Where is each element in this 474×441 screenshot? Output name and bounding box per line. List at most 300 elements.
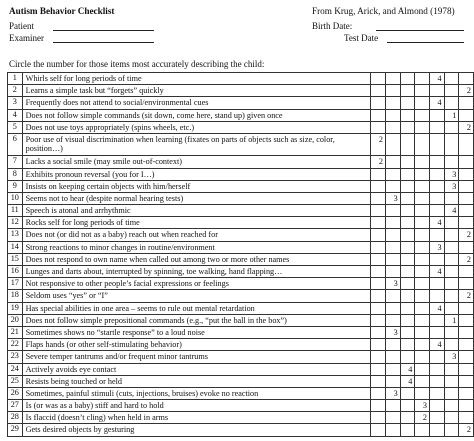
checklist-row: [8, 217, 474, 229]
score-cell[interactable]: [386, 241, 401, 253]
score-cell[interactable]: [429, 424, 444, 436]
score-cell[interactable]: [371, 400, 386, 412]
score-cell[interactable]: [386, 375, 401, 387]
score-cell[interactable]: [459, 109, 474, 121]
score-cell[interactable]: 3: [444, 180, 459, 192]
score-cell[interactable]: [371, 326, 386, 338]
checklist-row: [8, 192, 474, 204]
checklist-row: [8, 302, 474, 314]
item-number: 18: [8, 290, 23, 302]
score-cell[interactable]: [386, 253, 401, 265]
checklist-row: [8, 241, 474, 253]
score-cell[interactable]: [415, 168, 430, 180]
score-cell[interactable]: [400, 314, 415, 326]
score-cell[interactable]: [386, 180, 401, 192]
examiner-label: Examiner: [9, 33, 44, 43]
score-cell[interactable]: [371, 266, 386, 278]
score-cell[interactable]: [429, 180, 444, 192]
score-cell[interactable]: [415, 121, 430, 133]
item-text: Flaps hands (or other self-stimulating behavior): [22, 339, 371, 351]
score-cell[interactable]: [444, 339, 459, 351]
item-text: Whirls self for long periods of time: [22, 73, 371, 85]
document-title: Autism Behavior Checklist: [9, 6, 115, 16]
score-cell[interactable]: [386, 290, 401, 302]
checklist-row: [8, 229, 474, 241]
item-number: 19: [8, 302, 23, 314]
item-text: Is flaccid (doesn’t cling) when held in arms: [22, 412, 371, 424]
checklist-row: [8, 180, 474, 192]
score-cell[interactable]: [429, 387, 444, 399]
score-cell[interactable]: [415, 290, 430, 302]
item-text: Seems not to hear (despite normal hearing tests): [22, 192, 371, 204]
item-text: Speech is atonal and arrhythmic: [22, 205, 371, 217]
score-cell[interactable]: [400, 326, 415, 338]
item-text: Lunges and darts about, interrupted by spinning, toe walking, hand flapping…: [22, 266, 371, 278]
checklist-row: [8, 97, 474, 109]
score-cell[interactable]: [444, 278, 459, 290]
checklist-row: [8, 314, 474, 326]
score-cell[interactable]: [429, 192, 444, 204]
score-cell[interactable]: 4: [400, 375, 415, 387]
item-number: 3: [8, 97, 23, 109]
examiner-line: [53, 42, 154, 43]
score-cell[interactable]: [429, 229, 444, 241]
score-cell[interactable]: [415, 241, 430, 253]
score-cell[interactable]: [415, 424, 430, 436]
patient-field: [9, 21, 154, 32]
score-cell[interactable]: [386, 133, 401, 155]
score-cell[interactable]: 3: [386, 278, 401, 290]
score-cell[interactable]: [444, 412, 459, 424]
item-number: 7: [8, 156, 23, 168]
score-cell[interactable]: [444, 253, 459, 265]
score-cell[interactable]: [459, 133, 474, 155]
checklist-row: [8, 109, 474, 121]
item-text: Learns a simple task but “forgets” quickly: [22, 85, 371, 97]
score-cell[interactable]: [400, 121, 415, 133]
score-cell[interactable]: [415, 217, 430, 229]
score-cell[interactable]: [459, 156, 474, 168]
score-cell[interactable]: [444, 302, 459, 314]
score-cell[interactable]: [415, 109, 430, 121]
score-cell[interactable]: [429, 290, 444, 302]
score-cell[interactable]: 4: [444, 205, 459, 217]
score-cell[interactable]: [371, 121, 386, 133]
score-cell[interactable]: [386, 85, 401, 97]
score-cell[interactable]: [371, 73, 386, 85]
score-cell[interactable]: 3: [386, 387, 401, 399]
item-text: Does not follow simple prepositional commands (e.g., “put the ball in the box”): [22, 314, 371, 326]
score-cell[interactable]: [429, 375, 444, 387]
score-cell[interactable]: [400, 424, 415, 436]
score-cell[interactable]: 2: [459, 424, 474, 436]
score-cell[interactable]: [371, 192, 386, 204]
score-cell[interactable]: [429, 168, 444, 180]
score-cell[interactable]: [400, 156, 415, 168]
checklist-row: [8, 351, 474, 363]
checklist-row: [8, 73, 474, 85]
score-cell[interactable]: [415, 351, 430, 363]
score-cell[interactable]: [400, 133, 415, 155]
score-cell[interactable]: [415, 180, 430, 192]
score-cell[interactable]: [386, 400, 401, 412]
score-cell[interactable]: 3: [386, 326, 401, 338]
score-cell[interactable]: 2: [371, 156, 386, 168]
score-cell[interactable]: [415, 302, 430, 314]
score-cell[interactable]: [400, 302, 415, 314]
score-cell[interactable]: [444, 375, 459, 387]
score-cell[interactable]: [386, 266, 401, 278]
score-cell[interactable]: [371, 424, 386, 436]
item-number: 11: [8, 205, 23, 217]
patient-label: Patient: [9, 21, 34, 31]
score-cell[interactable]: [444, 73, 459, 85]
score-cell[interactable]: [400, 412, 415, 424]
score-cell[interactable]: [400, 241, 415, 253]
score-cell[interactable]: [415, 97, 430, 109]
item-number: 26: [8, 387, 23, 399]
score-cell[interactable]: [400, 97, 415, 109]
score-cell[interactable]: 4: [429, 302, 444, 314]
checklist-row: [8, 121, 474, 133]
checklist-row: [8, 253, 474, 265]
item-text: Rocks self for long periods of time: [22, 217, 371, 229]
score-cell[interactable]: [386, 121, 401, 133]
score-cell[interactable]: [371, 302, 386, 314]
score-cell[interactable]: [371, 229, 386, 241]
score-cell[interactable]: [415, 266, 430, 278]
score-cell[interactable]: [400, 266, 415, 278]
score-cell[interactable]: [415, 205, 430, 217]
item-text: Poor use of visual discrimination when learning (fixates on parts of objects such as size, color, position…): [22, 133, 371, 155]
score-cell[interactable]: [400, 253, 415, 265]
score-cell[interactable]: [429, 156, 444, 168]
score-cell[interactable]: 3: [444, 168, 459, 180]
score-cell[interactable]: [429, 85, 444, 97]
score-cell[interactable]: 1: [444, 109, 459, 121]
item-text: Does not (or did not as a baby) reach out when reached for: [22, 229, 371, 241]
score-cell[interactable]: [400, 400, 415, 412]
item-text: Severe temper tantrums and/or frequent minor tantrums: [22, 351, 371, 363]
score-cell[interactable]: [415, 363, 430, 375]
score-cell[interactable]: [429, 351, 444, 363]
score-cell[interactable]: [429, 253, 444, 265]
score-cell[interactable]: [415, 73, 430, 85]
score-cell[interactable]: [429, 278, 444, 290]
score-cell[interactable]: [444, 192, 459, 204]
checklist-row: [8, 375, 474, 387]
score-cell[interactable]: [386, 339, 401, 351]
score-cell[interactable]: 1: [444, 314, 459, 326]
score-cell[interactable]: [386, 314, 401, 326]
score-cell[interactable]: [429, 314, 444, 326]
checklist-row: [8, 290, 474, 302]
score-cell[interactable]: [444, 326, 459, 338]
score-cell[interactable]: [415, 314, 430, 326]
checklist-row: [8, 266, 474, 278]
score-cell[interactable]: [386, 168, 401, 180]
item-text: Does not respond to own name when called out among two or more other names: [22, 253, 371, 265]
patient-line: [53, 30, 154, 31]
score-cell[interactable]: [371, 241, 386, 253]
item-number: 29: [8, 424, 23, 436]
item-number: 5: [8, 121, 23, 133]
score-cell[interactable]: [444, 133, 459, 155]
score-cell[interactable]: [459, 192, 474, 204]
score-cell[interactable]: [459, 363, 474, 375]
score-cell[interactable]: [400, 351, 415, 363]
score-cell[interactable]: [371, 363, 386, 375]
score-cell[interactable]: [386, 217, 401, 229]
item-number: 21: [8, 326, 23, 338]
score-cell[interactable]: [459, 302, 474, 314]
score-cell[interactable]: [415, 253, 430, 265]
score-cell[interactable]: [444, 400, 459, 412]
score-cell[interactable]: [429, 205, 444, 217]
score-cell[interactable]: [400, 180, 415, 192]
score-cell[interactable]: [459, 266, 474, 278]
score-cell[interactable]: [371, 180, 386, 192]
test-date-label: Test Date: [344, 33, 379, 43]
score-cell[interactable]: [386, 302, 401, 314]
score-cell[interactable]: [429, 363, 444, 375]
score-cell[interactable]: 2: [459, 229, 474, 241]
score-cell[interactable]: [429, 133, 444, 155]
item-number: 25: [8, 375, 23, 387]
score-cell[interactable]: 4: [429, 73, 444, 85]
item-number: 20: [8, 314, 23, 326]
score-cell[interactable]: [444, 97, 459, 109]
score-cell[interactable]: [400, 387, 415, 399]
item-text: Frequently does not attend to social/environmental cues: [22, 97, 371, 109]
item-number: 2: [8, 85, 23, 97]
checklist-row: [8, 85, 474, 97]
checklist-row: [8, 205, 474, 217]
score-cell[interactable]: [444, 290, 459, 302]
item-text: Insists on keeping certain objects with him/herself: [22, 180, 371, 192]
score-cell[interactable]: [444, 121, 459, 133]
item-text: Exhibits pronoun reversal (you for I…): [22, 168, 371, 180]
score-cell[interactable]: [386, 97, 401, 109]
score-cell[interactable]: [429, 326, 444, 338]
score-cell[interactable]: [415, 278, 430, 290]
checklist-row: [8, 326, 474, 338]
item-text: Not responsive to other people’s facial expressions or feelings: [22, 278, 371, 290]
score-cell[interactable]: [444, 229, 459, 241]
item-text: Does not follow simple commands (sit down, come here, stand up) given once: [22, 109, 371, 121]
item-number: 27: [8, 400, 23, 412]
score-cell[interactable]: [459, 314, 474, 326]
score-cell[interactable]: [371, 168, 386, 180]
score-cell[interactable]: [459, 326, 474, 338]
score-cell[interactable]: [444, 424, 459, 436]
score-cell[interactable]: [444, 363, 459, 375]
score-cell[interactable]: [371, 253, 386, 265]
item-number: 1: [8, 73, 23, 85]
score-cell[interactable]: 2: [371, 133, 386, 155]
item-number: 24: [8, 363, 23, 375]
item-text: Does not use toys appropriately (spins wheels, etc.): [22, 121, 371, 133]
test-date-line: [387, 42, 464, 43]
score-cell[interactable]: [386, 351, 401, 363]
item-number: 6: [8, 133, 23, 155]
item-text: Sometimes shows no “startle response” to a loud noise: [22, 326, 371, 338]
score-cell[interactable]: [415, 156, 430, 168]
item-number: 23: [8, 351, 23, 363]
score-cell[interactable]: [459, 205, 474, 217]
score-cell[interactable]: 4: [429, 217, 444, 229]
score-cell[interactable]: 4: [429, 97, 444, 109]
checklist-row: [8, 363, 474, 375]
score-cell[interactable]: [400, 205, 415, 217]
item-number: 17: [8, 278, 23, 290]
score-cell[interactable]: [459, 168, 474, 180]
score-cell[interactable]: [386, 109, 401, 121]
birth-date-field: [312, 21, 467, 32]
score-cell[interactable]: [371, 387, 386, 399]
checklist-row: [8, 133, 474, 155]
score-cell[interactable]: [459, 241, 474, 253]
item-number: 22: [8, 339, 23, 351]
score-cell[interactable]: 2: [415, 412, 430, 424]
score-cell[interactable]: [386, 205, 401, 217]
score-cell[interactable]: [400, 73, 415, 85]
score-cell[interactable]: [371, 290, 386, 302]
score-cell[interactable]: [415, 339, 430, 351]
score-cell[interactable]: 3: [415, 400, 430, 412]
score-cell[interactable]: [371, 412, 386, 424]
score-cell[interactable]: [459, 387, 474, 399]
score-cell[interactable]: [400, 278, 415, 290]
score-cell[interactable]: [459, 400, 474, 412]
score-cell[interactable]: [444, 387, 459, 399]
score-cell[interactable]: [371, 314, 386, 326]
score-cell[interactable]: 3: [444, 351, 459, 363]
score-cell[interactable]: [415, 133, 430, 155]
score-cell[interactable]: [415, 375, 430, 387]
checklist-row: [8, 156, 474, 168]
score-cell[interactable]: [400, 192, 415, 204]
item-number: 28: [8, 412, 23, 424]
score-cell[interactable]: [459, 97, 474, 109]
score-cell[interactable]: [386, 363, 401, 375]
score-cell[interactable]: [371, 375, 386, 387]
score-cell[interactable]: 3: [386, 192, 401, 204]
score-cell[interactable]: 3: [429, 241, 444, 253]
score-cell[interactable]: 4: [429, 266, 444, 278]
score-cell[interactable]: [444, 85, 459, 97]
item-number: 4: [8, 109, 23, 121]
birth-date-line: [376, 30, 464, 31]
score-cell[interactable]: [444, 266, 459, 278]
score-cell[interactable]: [371, 339, 386, 351]
score-cell[interactable]: [371, 351, 386, 363]
score-cell[interactable]: [459, 217, 474, 229]
score-cell[interactable]: [459, 351, 474, 363]
score-cell[interactable]: [386, 229, 401, 241]
checklist-row: [8, 400, 474, 412]
score-cell[interactable]: [459, 73, 474, 85]
score-cell[interactable]: [429, 400, 444, 412]
score-cell[interactable]: [400, 109, 415, 121]
score-cell[interactable]: 2: [459, 290, 474, 302]
score-cell[interactable]: [415, 192, 430, 204]
score-cell[interactable]: [429, 109, 444, 121]
item-number: 12: [8, 217, 23, 229]
score-cell[interactable]: [371, 205, 386, 217]
score-cell[interactable]: [386, 424, 401, 436]
checklist-row: [8, 339, 474, 351]
checklist-row: [8, 424, 474, 436]
score-cell[interactable]: [444, 156, 459, 168]
score-cell[interactable]: 2: [459, 121, 474, 133]
score-cell[interactable]: [429, 412, 444, 424]
item-text: Actively avoids eye contact: [22, 363, 371, 375]
instructions: Circle the number for those items most accurately describing the child:: [9, 59, 265, 69]
source-citation: From Krug, Arick, and Almond (1978): [312, 6, 455, 16]
test-date-field: [312, 33, 467, 44]
checklist-row: [8, 278, 474, 290]
item-text: Lacks a social smile (may smile out-of-context): [22, 156, 371, 168]
item-number: 9: [8, 180, 23, 192]
score-cell[interactable]: [371, 109, 386, 121]
score-cell[interactable]: [429, 121, 444, 133]
score-cell[interactable]: [371, 278, 386, 290]
score-cell[interactable]: [400, 290, 415, 302]
score-cell[interactable]: [400, 229, 415, 241]
score-cell[interactable]: [386, 156, 401, 168]
checklist-row: [8, 387, 474, 399]
score-cell[interactable]: [459, 412, 474, 424]
score-cell[interactable]: [444, 241, 459, 253]
item-number: 13: [8, 229, 23, 241]
score-cell[interactable]: [459, 180, 474, 192]
score-cell[interactable]: [400, 168, 415, 180]
item-text: Is (or was as a baby) stiff and hard to hold: [22, 400, 371, 412]
score-cell[interactable]: 2: [459, 253, 474, 265]
score-cell[interactable]: [415, 229, 430, 241]
score-cell[interactable]: [400, 85, 415, 97]
item-number: 16: [8, 266, 23, 278]
item-number: 8: [8, 168, 23, 180]
score-cell[interactable]: [371, 97, 386, 109]
score-cell[interactable]: [400, 339, 415, 351]
examiner-field: [9, 33, 154, 44]
item-text: Seldom uses “yes” or “I”: [22, 290, 371, 302]
score-cell[interactable]: [386, 73, 401, 85]
checklist-row: [8, 412, 474, 424]
item-text: Has special abilities in one area – seems to rule out mental retardation: [22, 302, 371, 314]
score-cell[interactable]: [371, 217, 386, 229]
score-cell[interactable]: [459, 375, 474, 387]
score-cell[interactable]: 4: [400, 363, 415, 375]
item-text: Resists being touched or held: [22, 375, 371, 387]
score-cell[interactable]: [459, 339, 474, 351]
item-text: Strong reactions to minor changes in routine/environment: [22, 241, 371, 253]
birth-date-label: Birth Date:: [312, 21, 353, 31]
score-cell[interactable]: [415, 326, 430, 338]
score-cell[interactable]: [444, 217, 459, 229]
score-cell[interactable]: [371, 85, 386, 97]
item-text: Sometimes, painful stimuli (cuts, injections, bruises) evoke no reaction: [22, 387, 371, 399]
score-cell[interactable]: [415, 387, 430, 399]
score-cell[interactable]: [386, 412, 401, 424]
score-cell[interactable]: 4: [429, 339, 444, 351]
score-cell[interactable]: 2: [459, 85, 474, 97]
score-cell[interactable]: [415, 85, 430, 97]
score-cell[interactable]: [459, 278, 474, 290]
score-cell[interactable]: [400, 217, 415, 229]
